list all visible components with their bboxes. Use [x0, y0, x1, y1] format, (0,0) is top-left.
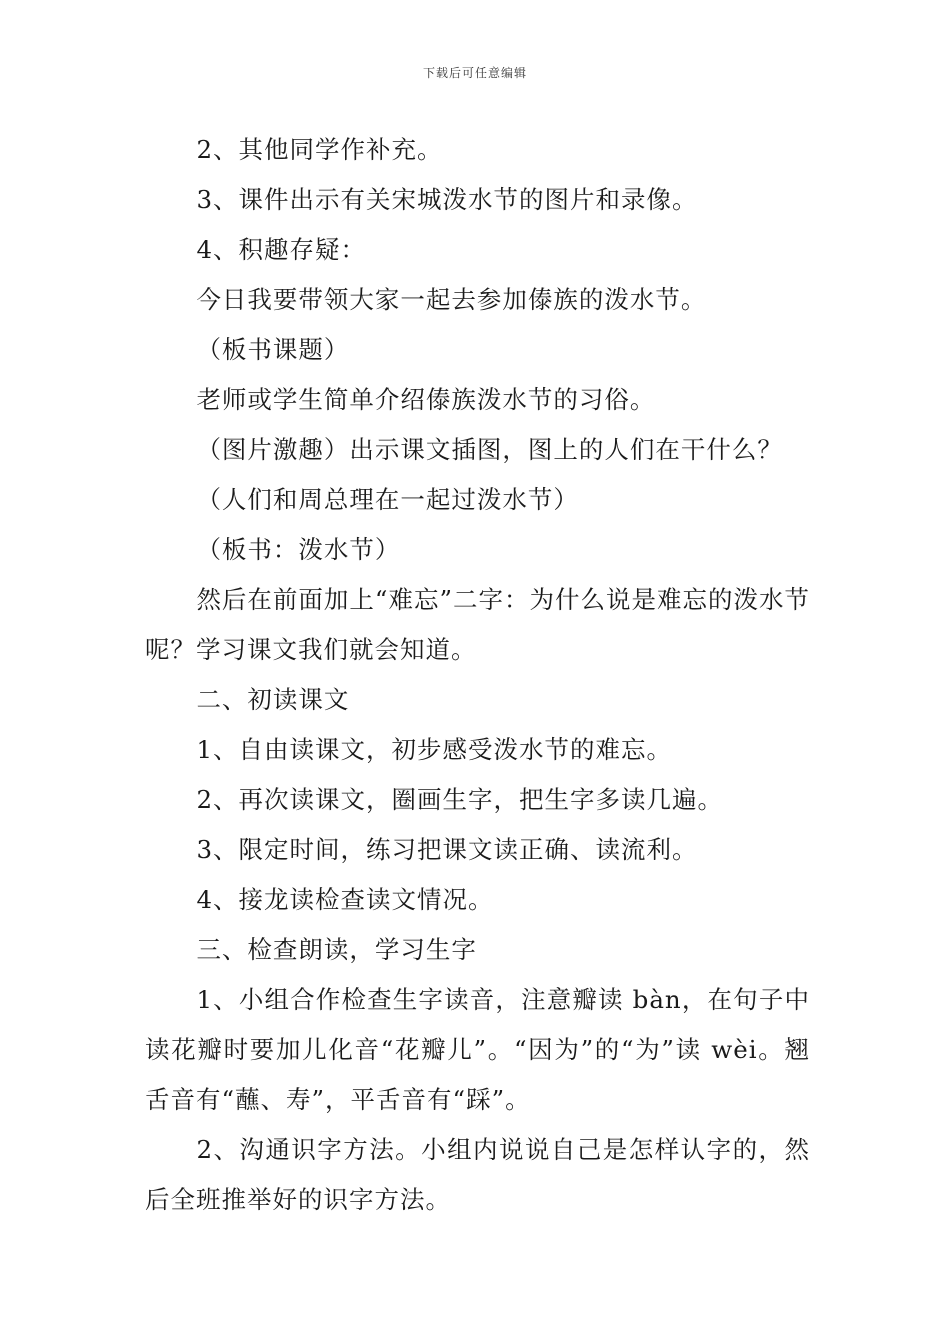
paragraph: （人们和周总理在一起过泼水节）: [196, 485, 579, 514]
paragraph: 1、小组合作检查生字读音，注意瓣读 bàn，在句子中读花瓣时要加儿化音“花瓣儿”。“因为”的“为”读 wèi。翘舌音有“蘸、寿”，平舌音有“踩”。: [145, 985, 810, 1114]
paragraph: 然后在前面加上“难忘”二字：为什么说是难忘的泼水节呢？学习课文我们就会知道。: [145, 585, 810, 664]
paragraph: 老师或学生简单介绍傣族泼水节的习俗。: [196, 385, 656, 414]
paragraph: 今日我要带领大家一起去参加傣族的泼水节。: [196, 285, 707, 314]
paragraph: 3、课件出示有关宋城泼水节的图片和录像。: [196, 185, 698, 214]
page-header: 下载后可任意编辑: [422, 66, 527, 80]
paragraph: 1、自由读课文，初步感受泼水节的难忘。: [196, 735, 673, 764]
paragraph: 4、积趣存疑：: [196, 235, 367, 264]
document-body: [145, 125, 810, 1225]
paragraph: 3、限定时间，练习把课文读正确、读流利。: [196, 835, 698, 864]
paragraph: 2、再次读课文，圈画生字，把生字多读几遍。: [196, 785, 724, 814]
section-heading: 二、初读课文: [196, 685, 350, 714]
paragraph: （板书：泼水节）: [196, 535, 401, 564]
paragraph: （图片激趣）出示课文插图，图上的人们在干什么？: [196, 435, 783, 464]
paragraph: 2、沟通识字方法。小组内说说自己是怎样认字的，然后全班推举好的识字方法。: [145, 1135, 810, 1214]
paragraph: （板书课题）: [196, 335, 350, 364]
paragraph: 2、其他同学作补充。: [196, 135, 443, 164]
paragraph: 4、接龙读检查读文情况。: [196, 885, 494, 914]
section-heading: 三、检查朗读，学习生字: [196, 935, 477, 964]
